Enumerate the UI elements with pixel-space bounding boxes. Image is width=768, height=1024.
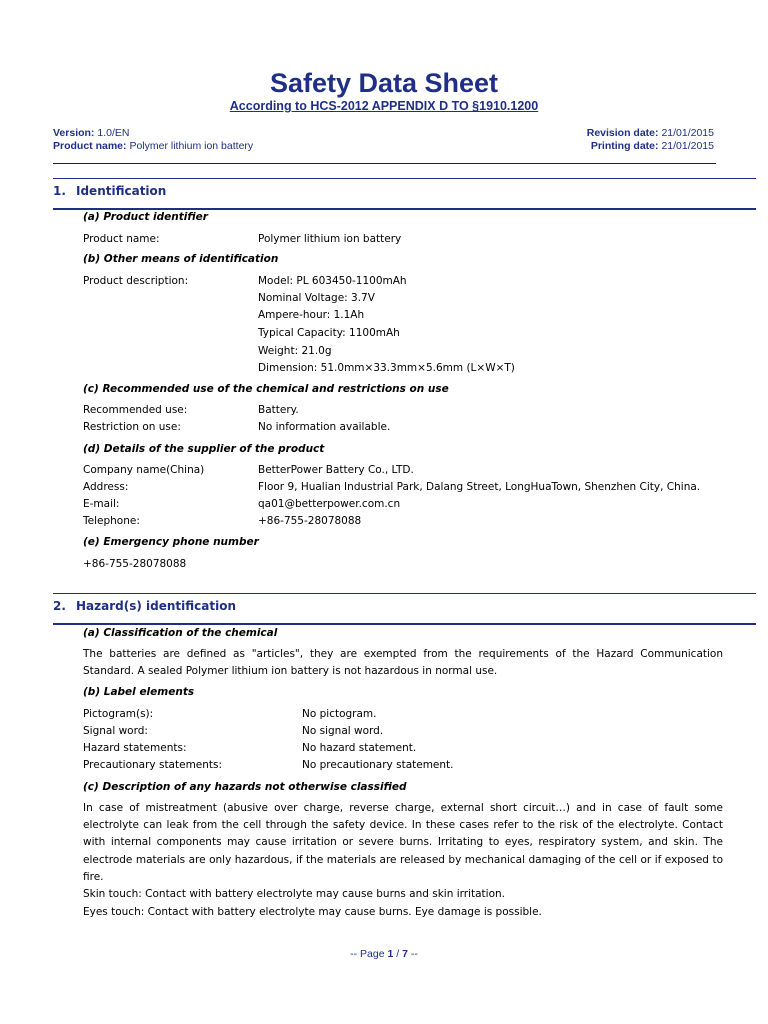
telephone-value: +86-755-28078088 <box>258 515 362 527</box>
pictogram-label: Pictogram(s): <box>83 708 154 720</box>
section-1-header <box>53 178 756 210</box>
document-subtitle <box>0 98 768 114</box>
subtitle-text: According to HCS-2012 APPENDIX D TO §1910.1200 <box>229 99 539 113</box>
page-footer <box>0 948 768 960</box>
s1-e-title: (e) Emergency phone number <box>83 536 259 548</box>
product-desc-label: Product description: <box>83 275 189 287</box>
version-value: 1.0/EN <box>97 127 130 139</box>
revision-value: 21/01/2015 <box>661 127 714 139</box>
meta-right <box>587 127 714 153</box>
s2-b-title: (b) Label elements <box>83 686 195 698</box>
product-row <box>53 140 253 153</box>
address-value: Floor 9, Hualian Industrial Park, Dalang Street, LongHuaTown, Shenzhen City, China. <box>258 481 701 493</box>
emergency-phone: +86-755-28078088 <box>83 558 187 570</box>
s1-a-title: (a) Product identifier <box>83 211 208 223</box>
company-value: BetterPower Battery Co., LTD. <box>258 464 414 476</box>
product-name-label: Product name: <box>83 233 160 245</box>
revision-label: Revision date: <box>586 127 659 139</box>
restriction-value: No information available. <box>258 421 391 433</box>
section-2-number: 2. <box>53 599 66 613</box>
signal-word-label: Signal word: <box>83 725 148 737</box>
signal-word-value: No signal word. <box>302 725 384 737</box>
footer-total-pages: 7 <box>402 948 408 960</box>
email-value: qa01@betterpower.com.cn <box>258 498 401 510</box>
desc-weight: Weight: 21.0g <box>258 345 332 357</box>
footer-prefix: -- Page <box>350 948 388 960</box>
precautionary-label: Precautionary statements: <box>83 759 223 771</box>
section-1-number: 1. <box>53 184 66 198</box>
printing-value: 21/01/2015 <box>661 140 714 152</box>
s1-c-title: (c) Recommended use of the chemical and restrictions on use <box>83 383 449 395</box>
desc-voltage: Nominal Voltage: 3.7V <box>258 292 375 304</box>
desc-capacity: Typical Capacity: 1100mAh <box>258 327 400 339</box>
section-1-title: Identification <box>76 184 167 198</box>
precautionary-value: No precautionary statement. <box>302 759 454 771</box>
restriction-label: Restriction on use: <box>83 421 181 433</box>
s1-b-title: (b) Other means of identification <box>83 253 279 265</box>
section-2-header <box>53 593 756 625</box>
footer-suffix: -- <box>407 948 418 960</box>
printing-row <box>587 140 714 153</box>
s1-d-title: (d) Details of the supplier of the product <box>83 443 325 455</box>
product-name-value: Polymer lithium ion battery <box>258 233 402 245</box>
pictogram-value: No pictogram. <box>302 708 377 720</box>
rec-use-label: Recommended use: <box>83 404 188 416</box>
s2-a-title: (a) Classification of the chemical <box>83 627 278 639</box>
printing-label: Printing date: <box>590 140 659 152</box>
s2-a-paragraph: The batteries are defined as "articles", they are exempted from the requirements of the Hazard Communication Standard. A sealed Polymer lithium ion battery is not hazardous in normal use. <box>83 648 723 678</box>
product-value: Polymer lithium ion battery <box>129 140 254 152</box>
hazard-statements-label: Hazard statements: <box>83 742 187 754</box>
footer-separator: / <box>393 948 403 960</box>
footer-current-page: 1 <box>387 948 394 960</box>
desc-ampere-hour: Ampere-hour: 1.1Ah <box>258 309 365 321</box>
telephone-label: Telephone: <box>83 515 140 527</box>
email-label: E-mail: <box>83 498 120 510</box>
rec-use-value: Battery. <box>258 404 299 416</box>
version-row <box>53 127 253 140</box>
revision-row <box>587 127 714 140</box>
header-divider <box>53 163 716 164</box>
desc-dimension: Dimension: 51.0mm×33.3mm×5.6mm (L×W×T) <box>258 362 515 374</box>
address-label: Address: <box>83 481 129 493</box>
section-2-title: Hazard(s) identification <box>76 599 236 613</box>
eyes-touch-text: Eyes touch: Contact with battery electrolyte may cause burns. Eye damage is possible. <box>83 906 542 918</box>
hazard-statements-value: No hazard statement. <box>302 742 417 754</box>
s2-c-title: (c) Description of any hazards not otherwise classified <box>83 781 407 793</box>
product-label: Product name: <box>53 140 127 152</box>
document-title: Safety Data Sheet <box>269 68 499 98</box>
meta-left <box>53 127 253 153</box>
version-label: Version: <box>53 127 95 139</box>
desc-model: Model: PL 603450-1100mAh <box>258 275 407 287</box>
company-label: Company name(China) <box>83 464 205 476</box>
s2-c-paragraph: In case of mistreatment (abusive over charge, reverse charge, external short circuit…) and in case of fault some electrolyte can leak from the cell through the safety device. In these cases refer to the risk of the electrolyte. Contact with internal components may cause irritation or severe burns. Irritating to eyes, respiratory system, and skin. The electrode materials are only hazardous, if the materials are released by mechanical damaging of the cell or if exposed to fire. <box>83 802 723 883</box>
skin-touch-text: Skin touch: Contact with battery electrolyte may cause burns and skin irritation. <box>83 888 505 900</box>
